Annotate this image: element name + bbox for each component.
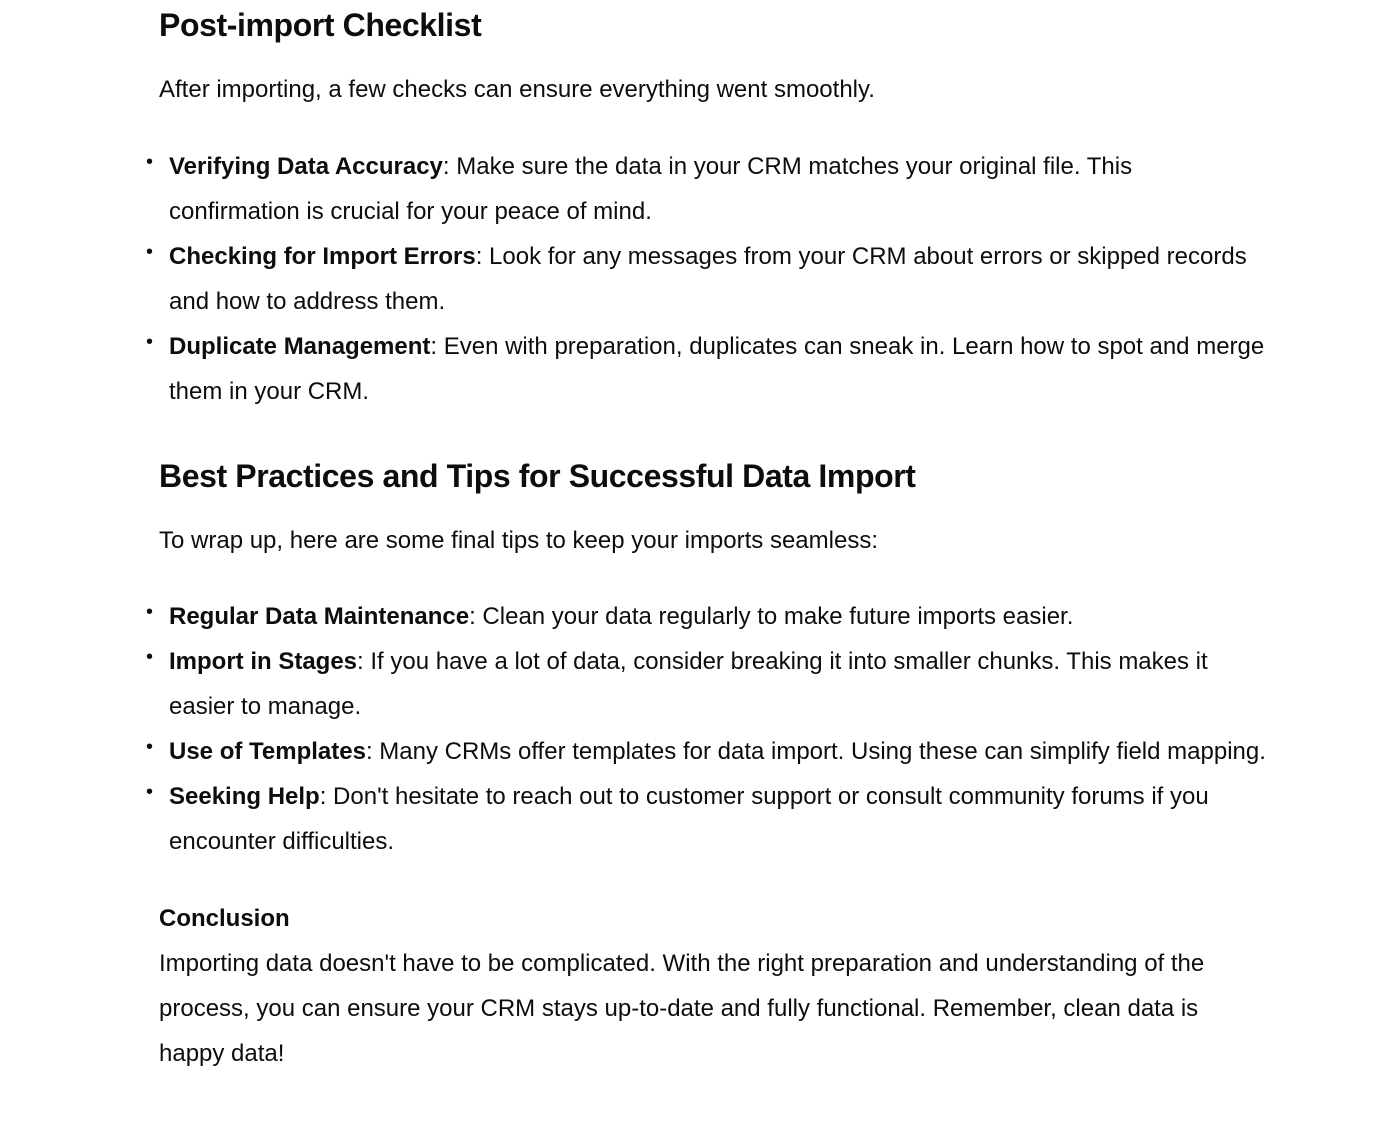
list-item xyxy=(146,234,1269,324)
list-item-text: : Make sure the data in your CRM matches your original file. This confirmation is crucial for your peace of mind. xyxy=(169,153,1133,225)
bullet-marker: • xyxy=(146,781,154,803)
list-item-term: Import in Stages xyxy=(169,648,358,675)
bullet-marker: • xyxy=(146,736,154,758)
list-item xyxy=(146,144,1269,234)
list-item-text: : Don't hesitate to reach out to customer support or consult community forums if you encounter difficulties. xyxy=(169,783,1209,855)
list-item xyxy=(146,639,1269,729)
list-item-term: Verifying Data Accuracy xyxy=(169,153,443,180)
tips-list xyxy=(146,594,1269,864)
bullet-marker: • xyxy=(146,601,154,623)
section-intro: To wrap up, here are some final tips to keep your imports seamless: xyxy=(159,527,878,554)
list-item-term: Seeking Help xyxy=(169,783,320,810)
bullet-marker: • xyxy=(146,151,154,173)
list-item-text: : Look for any messages from your CRM about errors or skipped records and how to address them. xyxy=(169,243,1247,315)
section-heading-best-practices: Best Practices and Tips for Successful Data Import xyxy=(159,458,916,494)
bullet-marker: • xyxy=(146,241,154,263)
section-heading-post-import-checklist: Post-import Checklist xyxy=(159,7,482,43)
list-item xyxy=(146,729,1269,774)
list-item xyxy=(146,774,1269,864)
list-item xyxy=(146,594,1269,639)
list-item-text: : Many CRMs offer templates for data import. Using these can simplify field mapping. xyxy=(365,738,1266,765)
list-item-text: : Clean your data regularly to make future imports easier. xyxy=(469,603,1074,630)
list-item-text: : Even with preparation, duplicates can sneak in. Learn how to spot and merge them in your CRM. xyxy=(169,333,1265,405)
section-intro: After importing, a few checks can ensure everything went smoothly. xyxy=(159,76,875,103)
list-item-text: : If you have a lot of data, consider breaking it into smaller chunks. This makes it easier to manage. xyxy=(169,648,1208,720)
list-item xyxy=(146,324,1269,414)
conclusion-text: Importing data doesn't have to be complicated. With the right preparation and understanding of the process, you can ensure your CRM stays up-to-date and fully functional. Remember, clean data is happy data! xyxy=(159,950,1205,1067)
list-item-term: Regular Data Maintenance xyxy=(169,603,470,630)
list-item-term: Duplicate Management xyxy=(169,333,431,360)
bullet-marker: • xyxy=(146,646,154,668)
checklist xyxy=(146,144,1269,414)
conclusion-heading: Conclusion xyxy=(159,905,290,932)
list-item-term: Use of Templates xyxy=(169,738,366,765)
list-item-term: Checking for Import Errors xyxy=(169,243,476,270)
bullet-marker: • xyxy=(146,331,154,353)
